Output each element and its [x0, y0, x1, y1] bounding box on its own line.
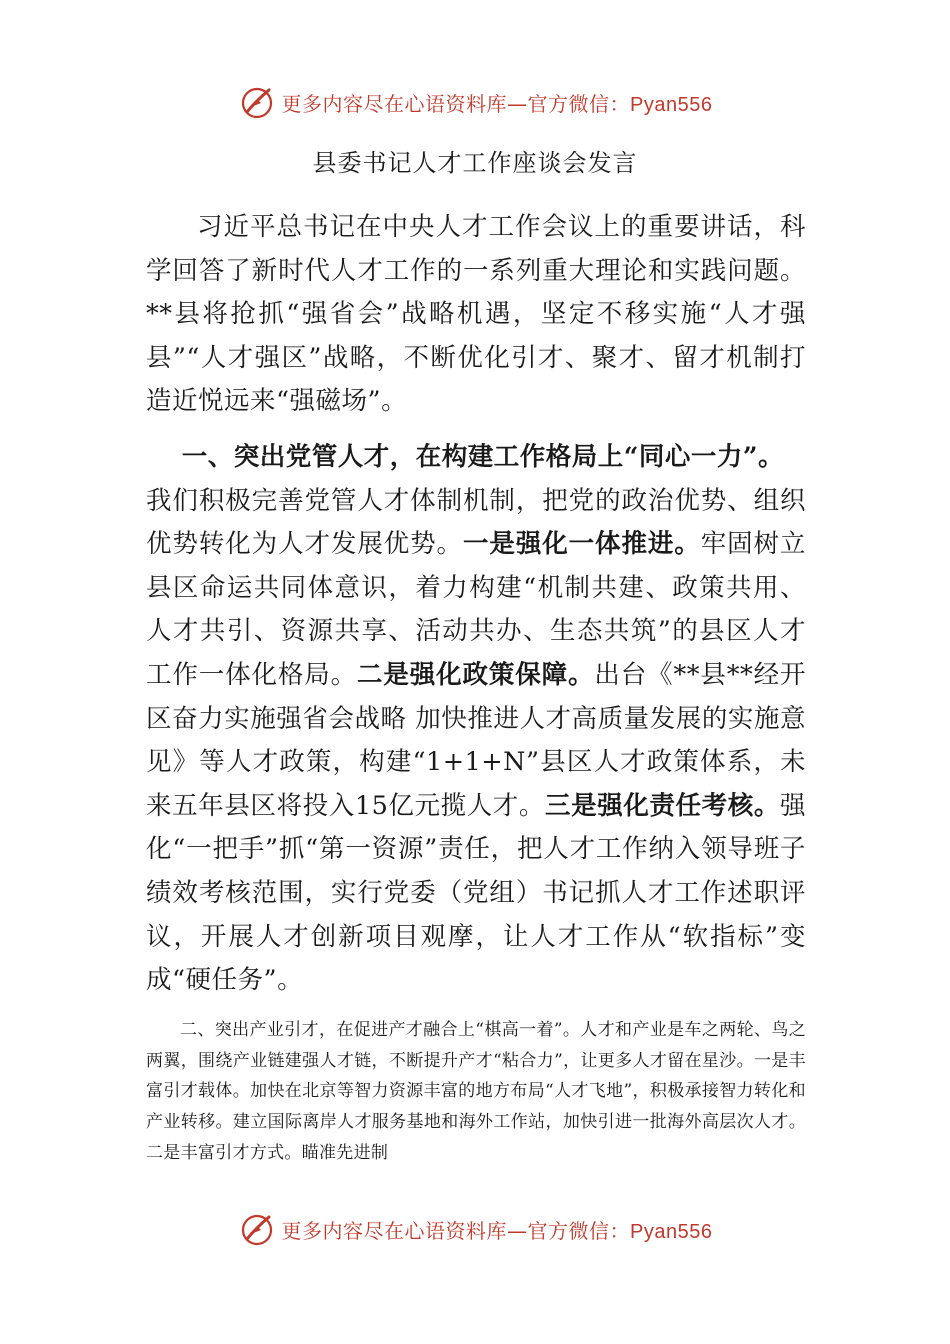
section-one-body: 我们积极完善党管人才体制机制，把党的政治优势、组织优势转化为人才发展优势。一是强化一体推进。牢固树立县区命运共同体意识，着力构建“机制共建、政策共用、人才共引、资源共享、活动共办、生态共筑”的县区人才工作一体化格局。二是强化政策保障。出台《**县**经开区奋力实施强省会战略 加快推进人才高质量发展的实施意见》等人才政策，构建“1+1+N”县区人才政策体系，未来五年县区将投入15亿元揽人才。三是强化责任考核。强化“一把手”抓“第一资源”责任，把人才工作纳入领导班子绩效考核范围，实行党委（党组）书记抓人才工作述职评议，开展人才创新项目观摩，让人才工作从“软指标”变成“硬任务”。 — [146, 485, 806, 996]
footer-banner — [0, 1209, 950, 1249]
banner-text: 更多内容尽在心语资料库—官方微信：Pyan556 — [281, 91, 713, 116]
banner-text: 更多内容尽在心语资料库—官方微信：Pyan556 — [281, 1218, 713, 1243]
point-one-title: 一是强化一体推进。 — [462, 529, 701, 560]
intro-paragraph: 习近平总书记在中央人才工作会议上的重要讲话，科学回答了新时代人才工作的一系列重大理论和实践问题。**县将抢抓“强省会”战略机遇，坚定不移实施“人才强县”“人才强区”战略，不断优化引才、聚才、留才机制打造近悦远来“强磁场”。 — [146, 212, 806, 417]
header-banner — [0, 82, 950, 122]
point-three-title: 三是强化责任考核。 — [545, 790, 780, 821]
wechat-id: Pyan556 — [630, 93, 713, 116]
point-two-title: 二是强化政策保障。 — [357, 659, 595, 690]
section-one-heading: 一、突出党管人才，在构建工作格局上“同心一力”。 — [181, 442, 785, 472]
document-title: 县委书记人才工作座谈会发言 — [312, 149, 638, 177]
section-two-paragraph: 二、突出产业引才，在促进产才融合上“棋高一着”。人才和产业是车之两轮、鸟之两翼，围绕产业链建强人才链，不断提升产才“粘合力”，让更多人才留在星沙。一是丰富引才载体。加快在北京等智力资源丰富的地方布局“人才飞地”，积极承接智力转化和产业转移。建立国际离岸人才服务基地和海外工作站，加快引进一批海外高层次人才。二是丰富引才方式。瞄准先进制 — [146, 1020, 806, 1163]
wechat-id: Pyan556 — [630, 1220, 713, 1243]
pen-logo-icon — [238, 82, 278, 122]
pen-logo-icon — [238, 1209, 278, 1249]
section-one — [146, 436, 806, 1003]
